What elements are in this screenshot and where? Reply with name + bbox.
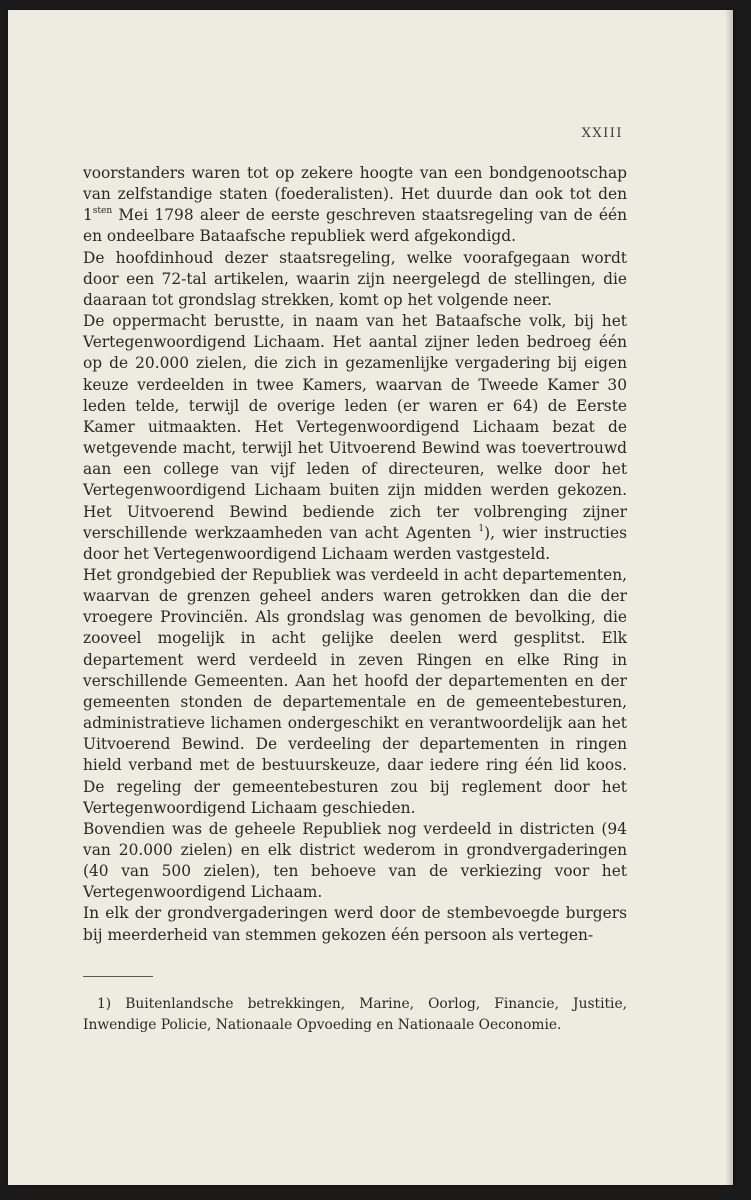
- footnote-marker: 1): [97, 996, 112, 1012]
- paragraph-6: In elk der grondvergaderingen werd door de stembevoegde burgers bij meerderheid van stemmen gekozen één persoon als vertegen-: [83, 904, 627, 944]
- footnote: [83, 994, 627, 1035]
- footnote-divider: [83, 976, 153, 977]
- superscript-sten: sten: [92, 206, 113, 217]
- footnote-reference: 1: [478, 523, 485, 534]
- paragraph-5: Bovendien was de geheele Republiek nog verdeeld in districten (94 van 20.000 zielen) en elk district wederom in grondvergaderingen (40 van 500 zielen), ten behoeve van de verkiezing voor het Vertegenwoordigend Lichaam.: [83, 819, 627, 902]
- book-page: [8, 10, 733, 1185]
- paragraph-1: voorstanders waren tot op zekere hoogte van een bondgenootschap van zelfstandige staten (foederalisten). Het duurde dan ook tot den $1^{sten}$ Mei 1798 aleer de eerste geschreven staatsregeling van de één en ondeelbare Bataafsche republiek werd afgekondigd.: [83, 164, 627, 246]
- footnote-text: Buitenlandsche betrekkingen, Marine, Oorlog, Financie, Justitie, Inwendige Policie, Nationaale Opvoeding en Nationaale Oeconomie.: [83, 996, 628, 1033]
- paragraph-2: De hoofdinhoud dezer staatsregeling, welke voorafgegaan wordt door een 72-tal artikelen, waarin zijn neergelegd de stellingen, die daaraan tot grondslag strekken, komt op het volgende neer.: [83, 248, 627, 309]
- paragraph-3: De oppermacht berustte, in naam van het Bataafsche volk, bij het Vertegenwoordigend Lichaam. Het aantal zijner leden bedroeg één op de 20.000 zielen, die zich in gezamenlijke vergadering bij eigen keuze verdeelden in twee Kamers, waarvan de Tweede Kamer 30 leden telde, terwijl de overige leden (er waren er 64) de Eerste Kamer uitmaakten. Het Vertegenwoordigend Lichaam bezat de wetgevende macht, terwijl het Uitvoerend Bewind was toevertrouwd aan een college van vijf leden of directeuren, welke door het Vertegenwoordigend Lichaam buiten zijn midden werden gekozen. Het Uitvoerend Bewind bediende zich ter volbrenging zijner verschillende werkzaamheden van acht Agenten $^1$), wier instructies door het Vertegenwoordigend Lichaam werden vastgesteld.: [83, 312, 627, 563]
- main-text: [83, 163, 627, 946]
- page-number: XXIII: [581, 126, 623, 141]
- paragraph-4: Het grondgebied der Republiek was verdeeld in acht departementen, waarvan de grenzen geheel anders waren getrokken dan die der vroegere Provinciën. Als grondslag was genomen de bevolking, die zooveel mogelijk in acht gelijke deelen werd gesplitst. Elk departement werd verdeeld in zeven Ringen en elke Ring in verschillende Gemeenten. Aan het hoofd der departementen en der gemeenten stonden de departementale en de gemeentebesturen, administratieve lichamen ondergeschikt en verantwoordelijk aan het Uitvoerend Bewind. De verdeeling der departementen in ringen hield verband met de bestuurskeuze, daar iedere ring één lid koos. De regeling der gemeentebesturen zou bij reglement door het Vertegenwoordigend Lichaam geschieden.: [83, 565, 627, 817]
